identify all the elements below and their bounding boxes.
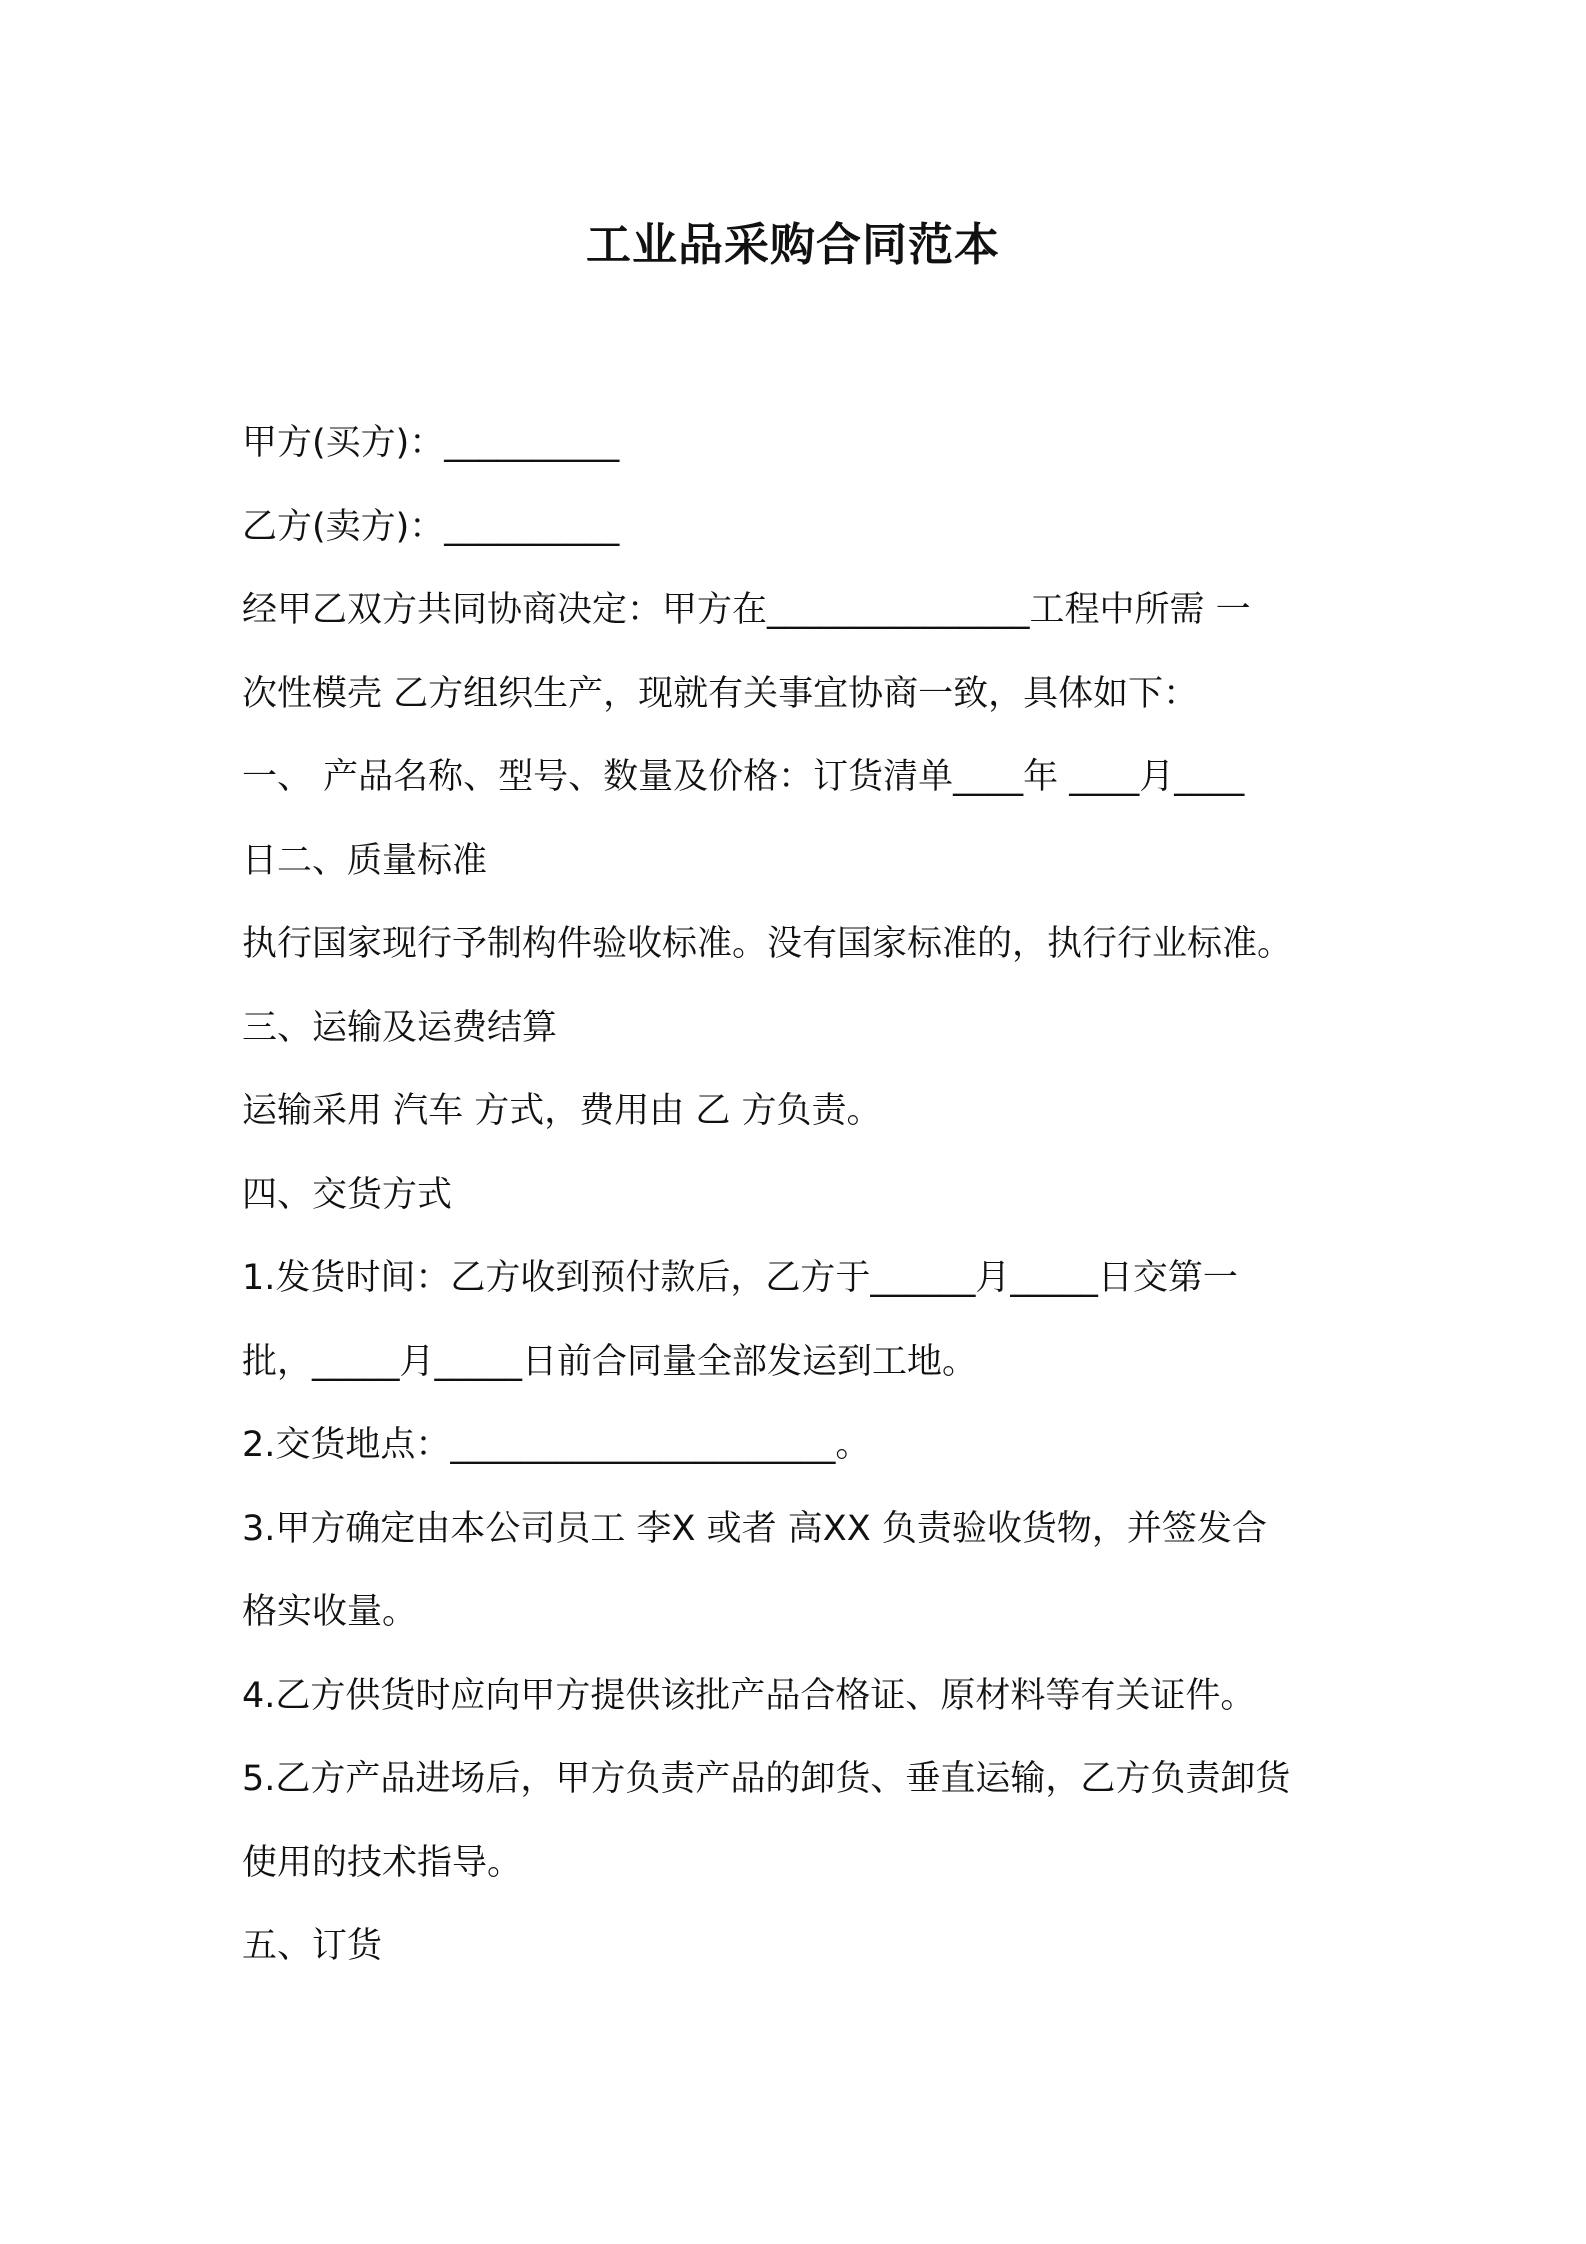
party-b-line: 乙方(卖方)：__________ xyxy=(242,506,620,547)
section-3-body: 运输采用 汽车 方式，费用由 乙 方负责。 xyxy=(242,1091,882,1131)
clause-4-3-line-1: 3.甲方确定由本公司员工 李X 或者 高XX 负责验收货物，并签发合 xyxy=(242,1508,1267,1549)
clause-4-1-line-1: 1.发货时间：乙方收到预付款后，乙方于______月_____日交第一 xyxy=(242,1258,1238,1298)
section-4-heading: 四、交货方式 xyxy=(242,1174,453,1215)
party-a-line: 甲方(买方)：__________ xyxy=(242,423,620,463)
preamble-line-2: 次性模壳 乙方组织生产，现就有关事宜协商一致，具体如下： xyxy=(242,673,1199,714)
section-5-heading: 五、订货 xyxy=(242,1926,383,1966)
clause-4-2: 2.交货地点：______________________。 xyxy=(242,1425,871,1465)
clause-4-4: 4.乙方供货时应向甲方提供该批产品合格证、原材料等有关证件。 xyxy=(242,1675,1256,1716)
clause-4-3-line-2: 格实收量。 xyxy=(242,1592,418,1632)
document-body xyxy=(242,402,1352,1989)
section-3-heading: 三、运输及运费结算 xyxy=(242,1007,558,1048)
preamble-line-1: 经甲乙双方共同协商决定：甲方在_______________工程中所需 一 xyxy=(242,590,1251,630)
clause-4-5-line-2: 使用的技术指导。 xyxy=(242,1842,523,1883)
clause-4-1-line-2: 批，_____月_____日前合同量全部发运到工地。 xyxy=(242,1341,978,1382)
section-1-line: 一、 产品名称、型号、数量及价格：订货清单____年 ____月____ xyxy=(242,757,1245,797)
document-title: 工业品采购合同范本 xyxy=(585,218,1000,271)
clause-4-5-line-1: 5.乙方产品进场后，甲方负责产品的卸货、垂直运输，乙方负责卸货 xyxy=(242,1759,1291,1799)
section-2-heading: 日二、质量标准 xyxy=(242,840,488,881)
section-2-body: 执行国家现行予制构件验收标准。没有国家标准的，执行行业标准。 xyxy=(242,924,1293,964)
